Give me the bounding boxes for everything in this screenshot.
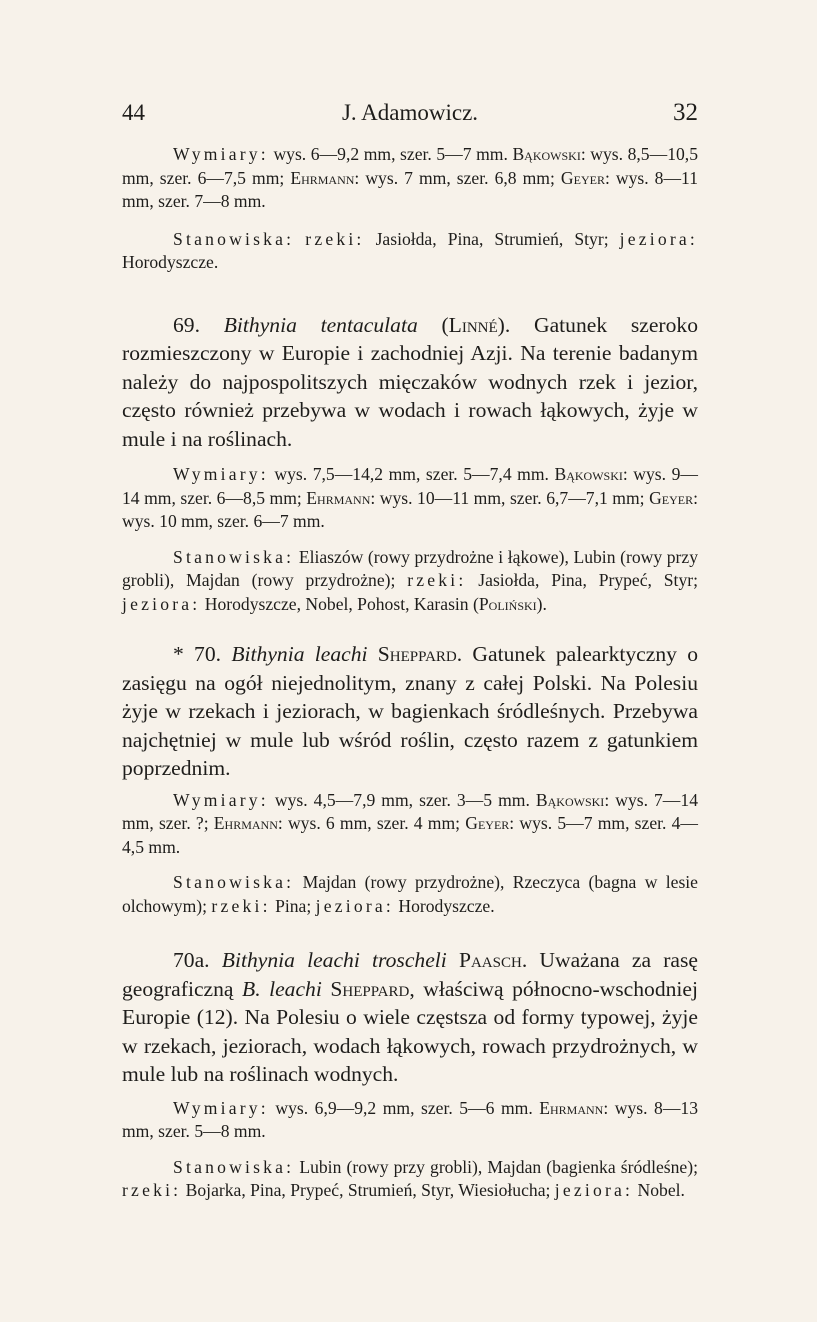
label-measurements: Wymiary: bbox=[173, 789, 269, 810]
author-name: Sheppard bbox=[330, 976, 410, 1001]
author-name: Poliński bbox=[478, 593, 537, 614]
author-name: Linné bbox=[448, 312, 498, 337]
species-entry-70: * 70. Bithynia leachi Sheppard. Gatunek palearktyczny o zasięgu na ogół niejednolitym, znany z całej Polski. Na Polesiu żyje w rzekach i jeziorach, w bagienkach śródleśnych. Przebywa najchętniej w mule lub wśród roślin, często razem z gatunkiem poprzednim. bbox=[122, 642, 698, 780]
author-name: Bąkowski bbox=[535, 789, 605, 810]
author-name: Bąkowski bbox=[554, 464, 623, 484]
author-name: Ehrmann bbox=[306, 487, 371, 508]
label-lakes: jeziora: bbox=[122, 593, 201, 614]
species-entry-70a: 70a. Bithynia leachi troscheli Paasch. Uważana za rasę geograficzną B. leachi Sheppard, właściwą północno-wschodniej Europie (12). Na Polesiu o wiele częstsza od formy typowej, żyje w rzekach, jeziorach, wodach łąkowych, rowach przydrożnych, w mule lub na roślinach wodnych. bbox=[122, 948, 699, 1086]
entry-number: * 70. bbox=[173, 642, 232, 666]
label-localities: Stanowiska: bbox=[173, 872, 295, 892]
species-name: B. leachi bbox=[242, 976, 322, 1001]
label-rivers: rzeki: bbox=[211, 895, 271, 916]
label-localities: Stanowiska: bbox=[173, 228, 295, 249]
author-name: Sheppard bbox=[377, 642, 457, 666]
label-lakes: jeziora: bbox=[619, 228, 698, 249]
localities-paragraph: Stanowiska: rzeki: Jasiołda, Pina, Strumień, Styr; jeziora: Horodyszcze. bbox=[122, 228, 698, 272]
label-lakes: jeziora: bbox=[554, 1180, 634, 1200]
measurements-paragraph: Wymiary: wys. 6,9—9,2 mm, szer. 5—6 mm. Ehrmann: wys. 8—13 mm, szer. 5—8 mm. bbox=[122, 1097, 699, 1141]
entry-number: 70a. bbox=[173, 948, 222, 972]
label-measurements: Wymiary: bbox=[173, 1097, 269, 1118]
localities-paragraph: Stanowiska: Eliaszów (rowy przydrożne i łąkowe), Lubin (rowy przy grobli), Majdan (rowy przydrożne); rzeki: Jasiołda, Pina, Prypeć, Styr; jeziora: Horodyszcze, Nobel, Pohost, Karasin (Poliński). bbox=[122, 546, 698, 614]
species-name: Bithynia tentaculata bbox=[223, 312, 418, 337]
localities-paragraph: Stanowiska: Lubin (rowy przy grobli), Majdan (bagienka śródleśne); rzeki: Bojarka, Pina, Prypeć, Strumień, Styr, Wiesiołucha; jeziora: Nobel. bbox=[122, 1156, 698, 1200]
label-measurements: Wymiary: bbox=[173, 464, 269, 484]
running-head: J. Adamowicz. bbox=[341, 100, 479, 125]
measurements-paragraph: Wymiary: wys. 7,5—14,2 mm, szer. 5—7,4 mm. Bąkowski: wys. 9—14 mm, szer. 6—8,5 mm; Ehrmann: wys. 10—11 mm, szer. 6,7—7,1 mm; Geyer: wys. 10 mm, szer. 6—7 mm. bbox=[122, 464, 698, 531]
author-name: Ehrmann bbox=[539, 1097, 604, 1118]
label-localities: Stanowiska: bbox=[173, 546, 295, 567]
author-name: Ehrmann bbox=[213, 813, 278, 833]
author-name: Geyer bbox=[649, 487, 694, 508]
species-name: Bithynia leachi bbox=[231, 642, 368, 666]
author-name: Paasch bbox=[458, 948, 522, 972]
label-lakes: jeziora: bbox=[315, 895, 394, 916]
author-name: Geyer bbox=[560, 167, 605, 188]
measurements-paragraph: Wymiary: wys. 6—9,2 mm, szer. 5—7 mm. Bąkowski: wys. 8,5—10,5 mm, szer. 6—7,5 mm; Ehrmann: wys. 7 mm, szer. 6,8 mm; Geyer: wys. 8—11 mm, szer. 7—8 mm. bbox=[122, 144, 698, 211]
measurements-paragraph: Wymiary: wys. 4,5—7,9 mm, szer. 3—5 mm. Bąkowski: wys. 7—14 mm, szer. ?; Ehrmann: wys. 6 mm, szer. 4 mm; Geyer: wys. 5—7 mm, szer. 4—4,5 mm. bbox=[122, 789, 698, 857]
label-localities: Stanowiska: bbox=[173, 1156, 295, 1177]
label-measurements: Wymiary: bbox=[173, 144, 269, 164]
author-name: Bąkowski bbox=[512, 144, 581, 164]
page-number-left: 44 bbox=[122, 100, 145, 125]
species-name: Bithynia leachi troscheli bbox=[221, 948, 447, 972]
page-header bbox=[122, 98, 698, 128]
page-body bbox=[122, 143, 698, 1203]
label-rivers: rzeki: bbox=[305, 228, 365, 249]
entry-number: 69. bbox=[173, 312, 224, 337]
page-number-right: 32 bbox=[673, 99, 698, 126]
label-rivers: rzeki: bbox=[122, 1180, 182, 1200]
localities-paragraph: Stanowiska: Majdan (rowy przydrożne), Rzeczyca (bagna w lesie olchowym); rzeki: Pina; jeziora: Horodyszcze. bbox=[122, 872, 698, 916]
label-rivers: rzeki: bbox=[407, 570, 467, 590]
species-entry-69: 69. Bithynia tentaculata (Linné). Gatunek szeroko rozmieszczony w Europie i zachodniej Azji. Na terenie badanym należy do najpospolitszych mięczaków wodnych rzek i jezior, często również przebywa w wodach i rowach łąkowych, żyje w mule i na roślinach. bbox=[122, 312, 698, 451]
author-name: Ehrmann bbox=[290, 167, 355, 188]
author-name: Geyer bbox=[465, 813, 510, 833]
